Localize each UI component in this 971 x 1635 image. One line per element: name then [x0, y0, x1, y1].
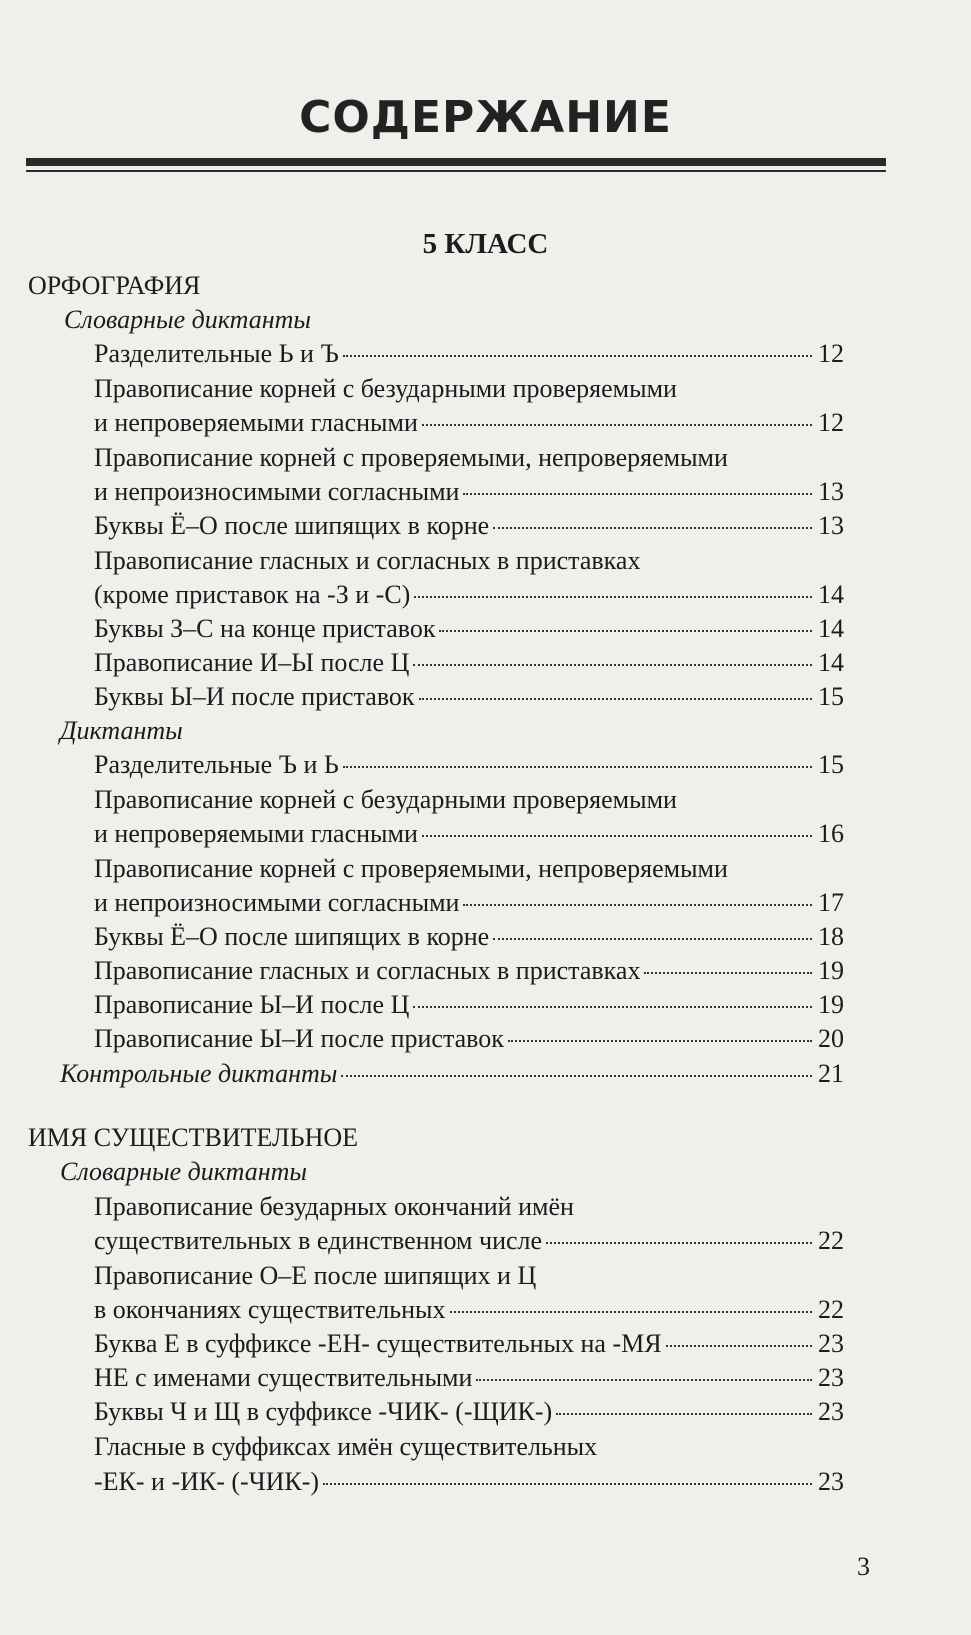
toc-entry[interactable]	[94, 613, 844, 645]
toc-entry-page: 16	[818, 819, 844, 848]
leader-dots	[343, 349, 812, 357]
toc-entry-text: Правописание корней с безударными проверяемыми	[94, 785, 677, 814]
toc-entry-page: 22	[818, 1295, 844, 1324]
leader-dots	[463, 487, 812, 495]
section-heading-noun: ИМЯ СУЩЕСТВИТЕЛЬНОЕ	[28, 1123, 359, 1152]
toc-entry-text: существительных в единственном числе	[94, 1226, 543, 1255]
toc-entry-text: Правописание корней с проверяемыми, непроверяемыми	[94, 443, 728, 472]
toc-entry[interactable]	[94, 1225, 844, 1257]
toc-entry[interactable]	[94, 681, 844, 713]
leader-dots	[413, 1000, 812, 1008]
toc-entry[interactable]	[94, 1362, 844, 1394]
toc-entry[interactable]	[94, 989, 844, 1021]
section-heading-orthography: ОРФОГРАФИЯ	[28, 271, 201, 300]
toc-entry-page: 14	[818, 614, 844, 643]
toc-entry-page: 12	[818, 339, 844, 368]
toc-entry-text: и непроверяемыми гласными	[94, 408, 418, 437]
leader-dots	[546, 1236, 812, 1244]
toc-entry[interactable]	[94, 338, 844, 370]
leader-dots	[323, 1477, 812, 1485]
toc-entry-page: 14	[818, 648, 844, 677]
page-number: 3	[857, 1552, 870, 1581]
leader-dots	[413, 658, 812, 666]
toc-entry-text: Буквы З–С на конце приставок	[94, 614, 436, 643]
toc-entry[interactable]	[94, 749, 844, 781]
toc-entry[interactable]	[94, 407, 844, 439]
subsection-dictations: Диктанты	[60, 716, 183, 745]
leader-dots	[450, 1305, 812, 1313]
leader-dots	[493, 521, 812, 529]
leader-dots	[414, 590, 812, 598]
toc-entry-text: Буквы Ч и Щ в суффиксе -ЧИК- (-ЩИК-)	[94, 1397, 553, 1426]
toc-entry-page: 15	[818, 682, 844, 711]
toc-entry-text: в окончаниях существительных	[94, 1295, 446, 1324]
toc-entry-text: Буква Е в суффиксе -ЕН- существительных на -МЯ	[94, 1329, 662, 1358]
toc-entry-page: 21	[818, 1059, 844, 1088]
toc-entry-page: 22	[818, 1226, 844, 1255]
leader-dots	[439, 624, 812, 632]
toc-entry-text: Правописание корней с безударными проверяемыми	[94, 374, 677, 403]
grade-heading: 5 КЛАСС	[422, 228, 549, 260]
toc-entry-text: Гласные в суффиксах имён существительных	[94, 1432, 598, 1461]
leader-dots	[422, 418, 812, 426]
toc-entry-text: Правописание Ы–И после приставок	[94, 1024, 504, 1053]
toc-entry-text: Правописание И–Ы после Ц	[94, 648, 410, 677]
subsection-vocabulary-dictations: Словарные диктанты	[60, 1157, 307, 1186]
toc-entry[interactable]	[94, 818, 844, 850]
leader-dots	[493, 932, 812, 940]
toc-entry[interactable]	[94, 921, 844, 953]
toc-entry[interactable]	[94, 647, 844, 679]
toc-entry-text: Буквы Ё–О после шипящих в корне	[94, 922, 490, 951]
toc-entry-text: Правописание безударных окончаний имён	[94, 1192, 574, 1221]
toc-entry-page: 19	[818, 990, 844, 1019]
toc-entry-text: Правописание корней с проверяемыми, непроверяемыми	[94, 854, 728, 883]
toc-entry-text: Разделительные Ъ и Ь	[94, 750, 339, 779]
toc-entry[interactable]	[94, 1023, 844, 1055]
toc-entry-text: (кроме приставок на -З и -С)	[94, 580, 411, 609]
toc-entry-page: 14	[818, 580, 844, 609]
leader-dots	[343, 760, 812, 768]
toc-entry-page: 15	[818, 750, 844, 779]
toc-entry-text: Правописание Ы–И после Ц	[94, 990, 410, 1019]
toc-entry-text: и непроизносимыми согласными	[94, 888, 460, 917]
toc-entry-text: Правописание гласных и согласных в приставках	[94, 546, 641, 575]
toc-entry-page: 23	[818, 1397, 844, 1426]
toc-entry-text: Контрольные диктанты	[60, 1059, 338, 1088]
leader-dots	[463, 898, 812, 906]
toc-entry-text: Буквы Ы–И после приставок	[94, 682, 415, 711]
toc-entry-page: 23	[818, 1329, 844, 1358]
leader-dots	[476, 1373, 812, 1381]
toc-entry[interactable]	[94, 1466, 844, 1498]
leader-dots	[419, 692, 812, 700]
leader-dots	[422, 829, 812, 837]
toc-entry-page: 23	[818, 1467, 844, 1496]
toc-entry-control-dictations[interactable]	[60, 1058, 844, 1090]
toc-entry-text: -ЕК- и -ИК- (-ЧИК-)	[94, 1467, 320, 1496]
toc-entry-page: 18	[818, 922, 844, 951]
leader-dots	[341, 1069, 812, 1077]
toc-entry[interactable]	[94, 1328, 844, 1360]
toc-entry-text: и непроверяемыми гласными	[94, 819, 418, 848]
toc-entry-text: Правописание гласных и согласных в приставках	[94, 956, 641, 985]
toc-entry-page: 23	[818, 1363, 844, 1392]
toc-entry[interactable]	[94, 510, 844, 542]
toc-entry[interactable]	[94, 476, 844, 508]
toc-entry[interactable]	[94, 1294, 844, 1326]
toc-entry-text: Разделительные Ь и Ъ	[94, 339, 339, 368]
toc-entry-text: Буквы Ё–О после шипящих в корне	[94, 511, 490, 540]
toc-entry-page: 13	[818, 477, 844, 506]
page-title: СОДЕРЖАНИЕ	[299, 92, 672, 143]
toc-entry[interactable]	[94, 1396, 844, 1428]
leader-dots	[666, 1339, 812, 1347]
leader-dots	[556, 1407, 812, 1415]
toc-entry-page: 12	[818, 408, 844, 437]
leader-dots	[644, 966, 812, 974]
leader-dots	[508, 1034, 812, 1042]
subsection-vocabulary-dictations: Словарные диктанты	[64, 305, 311, 334]
toc-entry-page: 20	[818, 1024, 844, 1053]
title-rule-thin	[26, 170, 886, 172]
toc-entry-page: 19	[818, 956, 844, 985]
toc-entry-page: 17	[818, 888, 844, 917]
toc-entry[interactable]	[94, 887, 844, 919]
toc-entry-text: НЕ с именами существительными	[94, 1363, 473, 1392]
toc-entry[interactable]	[94, 579, 844, 611]
toc-entry[interactable]	[94, 955, 844, 987]
toc-entry-text: и непроизносимыми согласными	[94, 477, 460, 506]
toc-entry-page: 13	[818, 511, 844, 540]
title-rule-thick	[26, 158, 886, 166]
toc-entry-text: Правописание О–Е после шипящих и Ц	[94, 1261, 537, 1290]
